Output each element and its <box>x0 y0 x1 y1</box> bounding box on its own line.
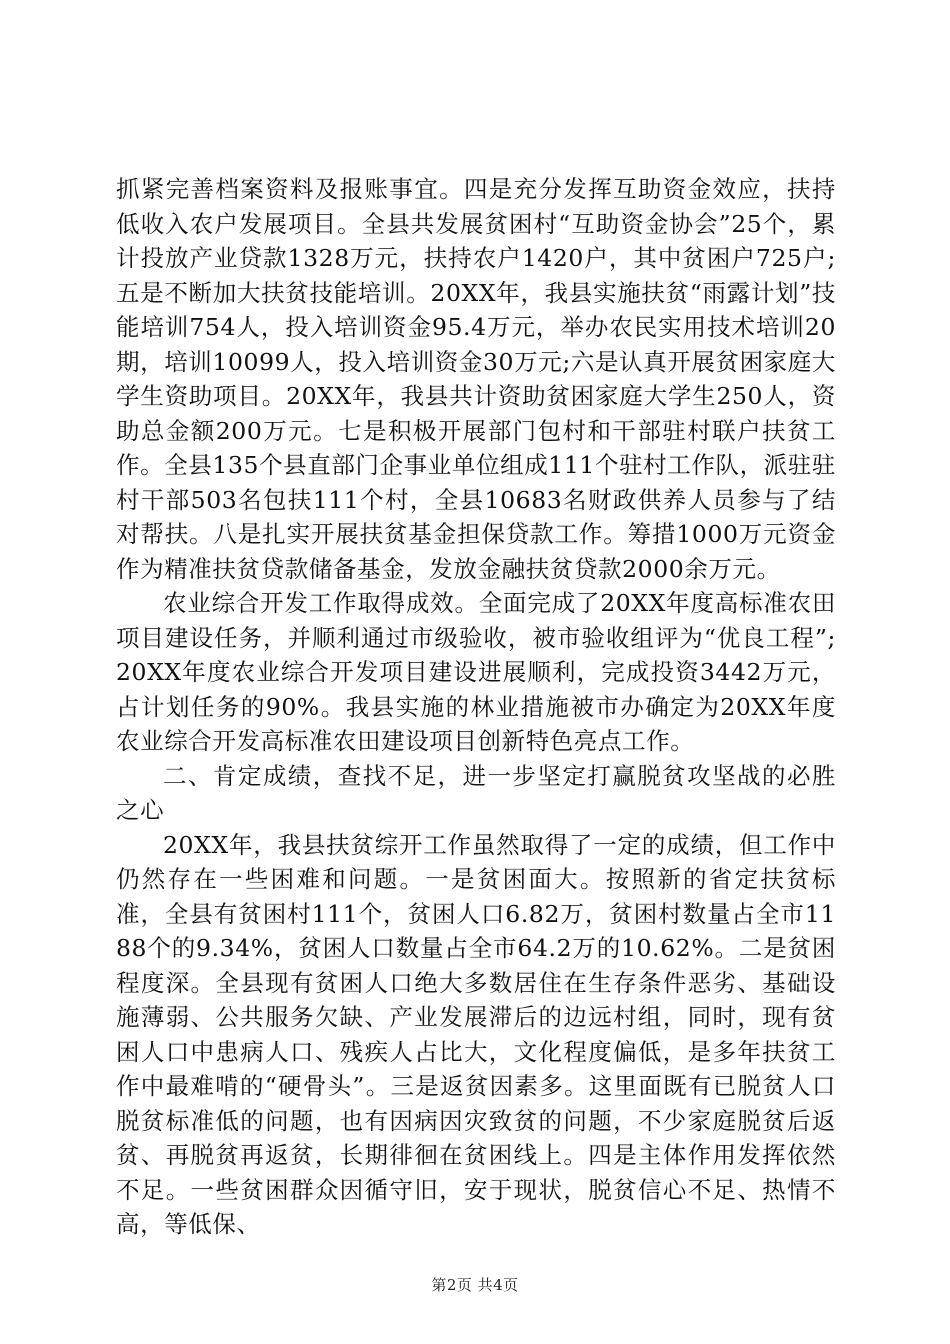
paragraph-agricultural-development: 农业综合开发工作取得成效。全面完成了20XX年度高标准农田项目建设任务，并顺利通过市级验收，被市验收组评为“优良工程”;20XX年度农业综合开发项目建设进展顺利，完成投资3442万元，占计划任务的90%。我县实施的林业措施被市办确定为20XX年度农业综合开发高标准农田建设项目创新特色亮点工作。 <box>116 589 836 755</box>
document-body <box>116 172 836 1242</box>
section-heading-shortcomings: 二、肯定成绩，查找不足，进一步坚定打赢脱贫攻坚战的必胜之心 <box>116 761 836 824</box>
paragraph-poverty-measures: 抓紧完善档案资料及报账事宜。四是充分发挥互助资金效应，扶持低收入农户发展项目。全县共发展贫困村“互助资金协会”25个，累计投放产业贷款1328万元，扶持农户1420户，其中贫困户725户;五是不断加大扶贫技能培训。20XX年，我县实施扶贫“雨露计划”技能培训754人，投入培训资金95.4万元，举办农民实用技术培训20期，培训10099人，投入培训资金30万元;六是认真开展贫困家庭大学生资助项目。20XX年，我县共计资助贫困家庭大学生250人，资助总金额200万元。七是积极开展部门包村和干部驻村联户扶贫工作。全县135个县直部门企事业单位组成111个驻村工作队，派驻驻村干部503名包扶111个村，全县10683名财政供养人员参与了结对帮扶。八是扎实开展扶贫基金担保贷款工作。筹措1000万元资金作为精准扶贫贷款储备基金，发放金融扶贫贷款2000余万元。 <box>116 175 836 583</box>
page-number-footer: 第2页 共4页 <box>431 1276 519 1294</box>
paragraph-difficulties: 20XX年，我县扶贫综开工作虽然取得了一定的成绩，但工作中仍然存在一些困难和问题。一是贫困面大。按照新的省定扶贫标准，全县有贫困村111个，贫困人口6.82万，贫困村数量占全市1188个的9.34%，贫困人口数量占全市64.2万的10.62%。二是贫困程度深。全县现有贫困人口绝大多数居住在生存条件恶劣、基础设施薄弱、公共服务欠缺、产业发展滞后的边远村组，同时，现有贫困人口中患病人口、残疾人占比大，文化程度偏低，是多年扶贫工作中最难啃的“硬骨头”。三是返贫因素多。这里面既有已脱贫人口脱贫标准低的问题，也有因病因灾致贫的问题，不少家庭脱贫后返贫、再脱贫再返贫，长期徘徊在贫困线上。四是主体作用发挥依然不足。一些贫困群众因循守旧，安于现状，脱贫信心不足、热情不高，等低保、 <box>116 830 836 1238</box>
